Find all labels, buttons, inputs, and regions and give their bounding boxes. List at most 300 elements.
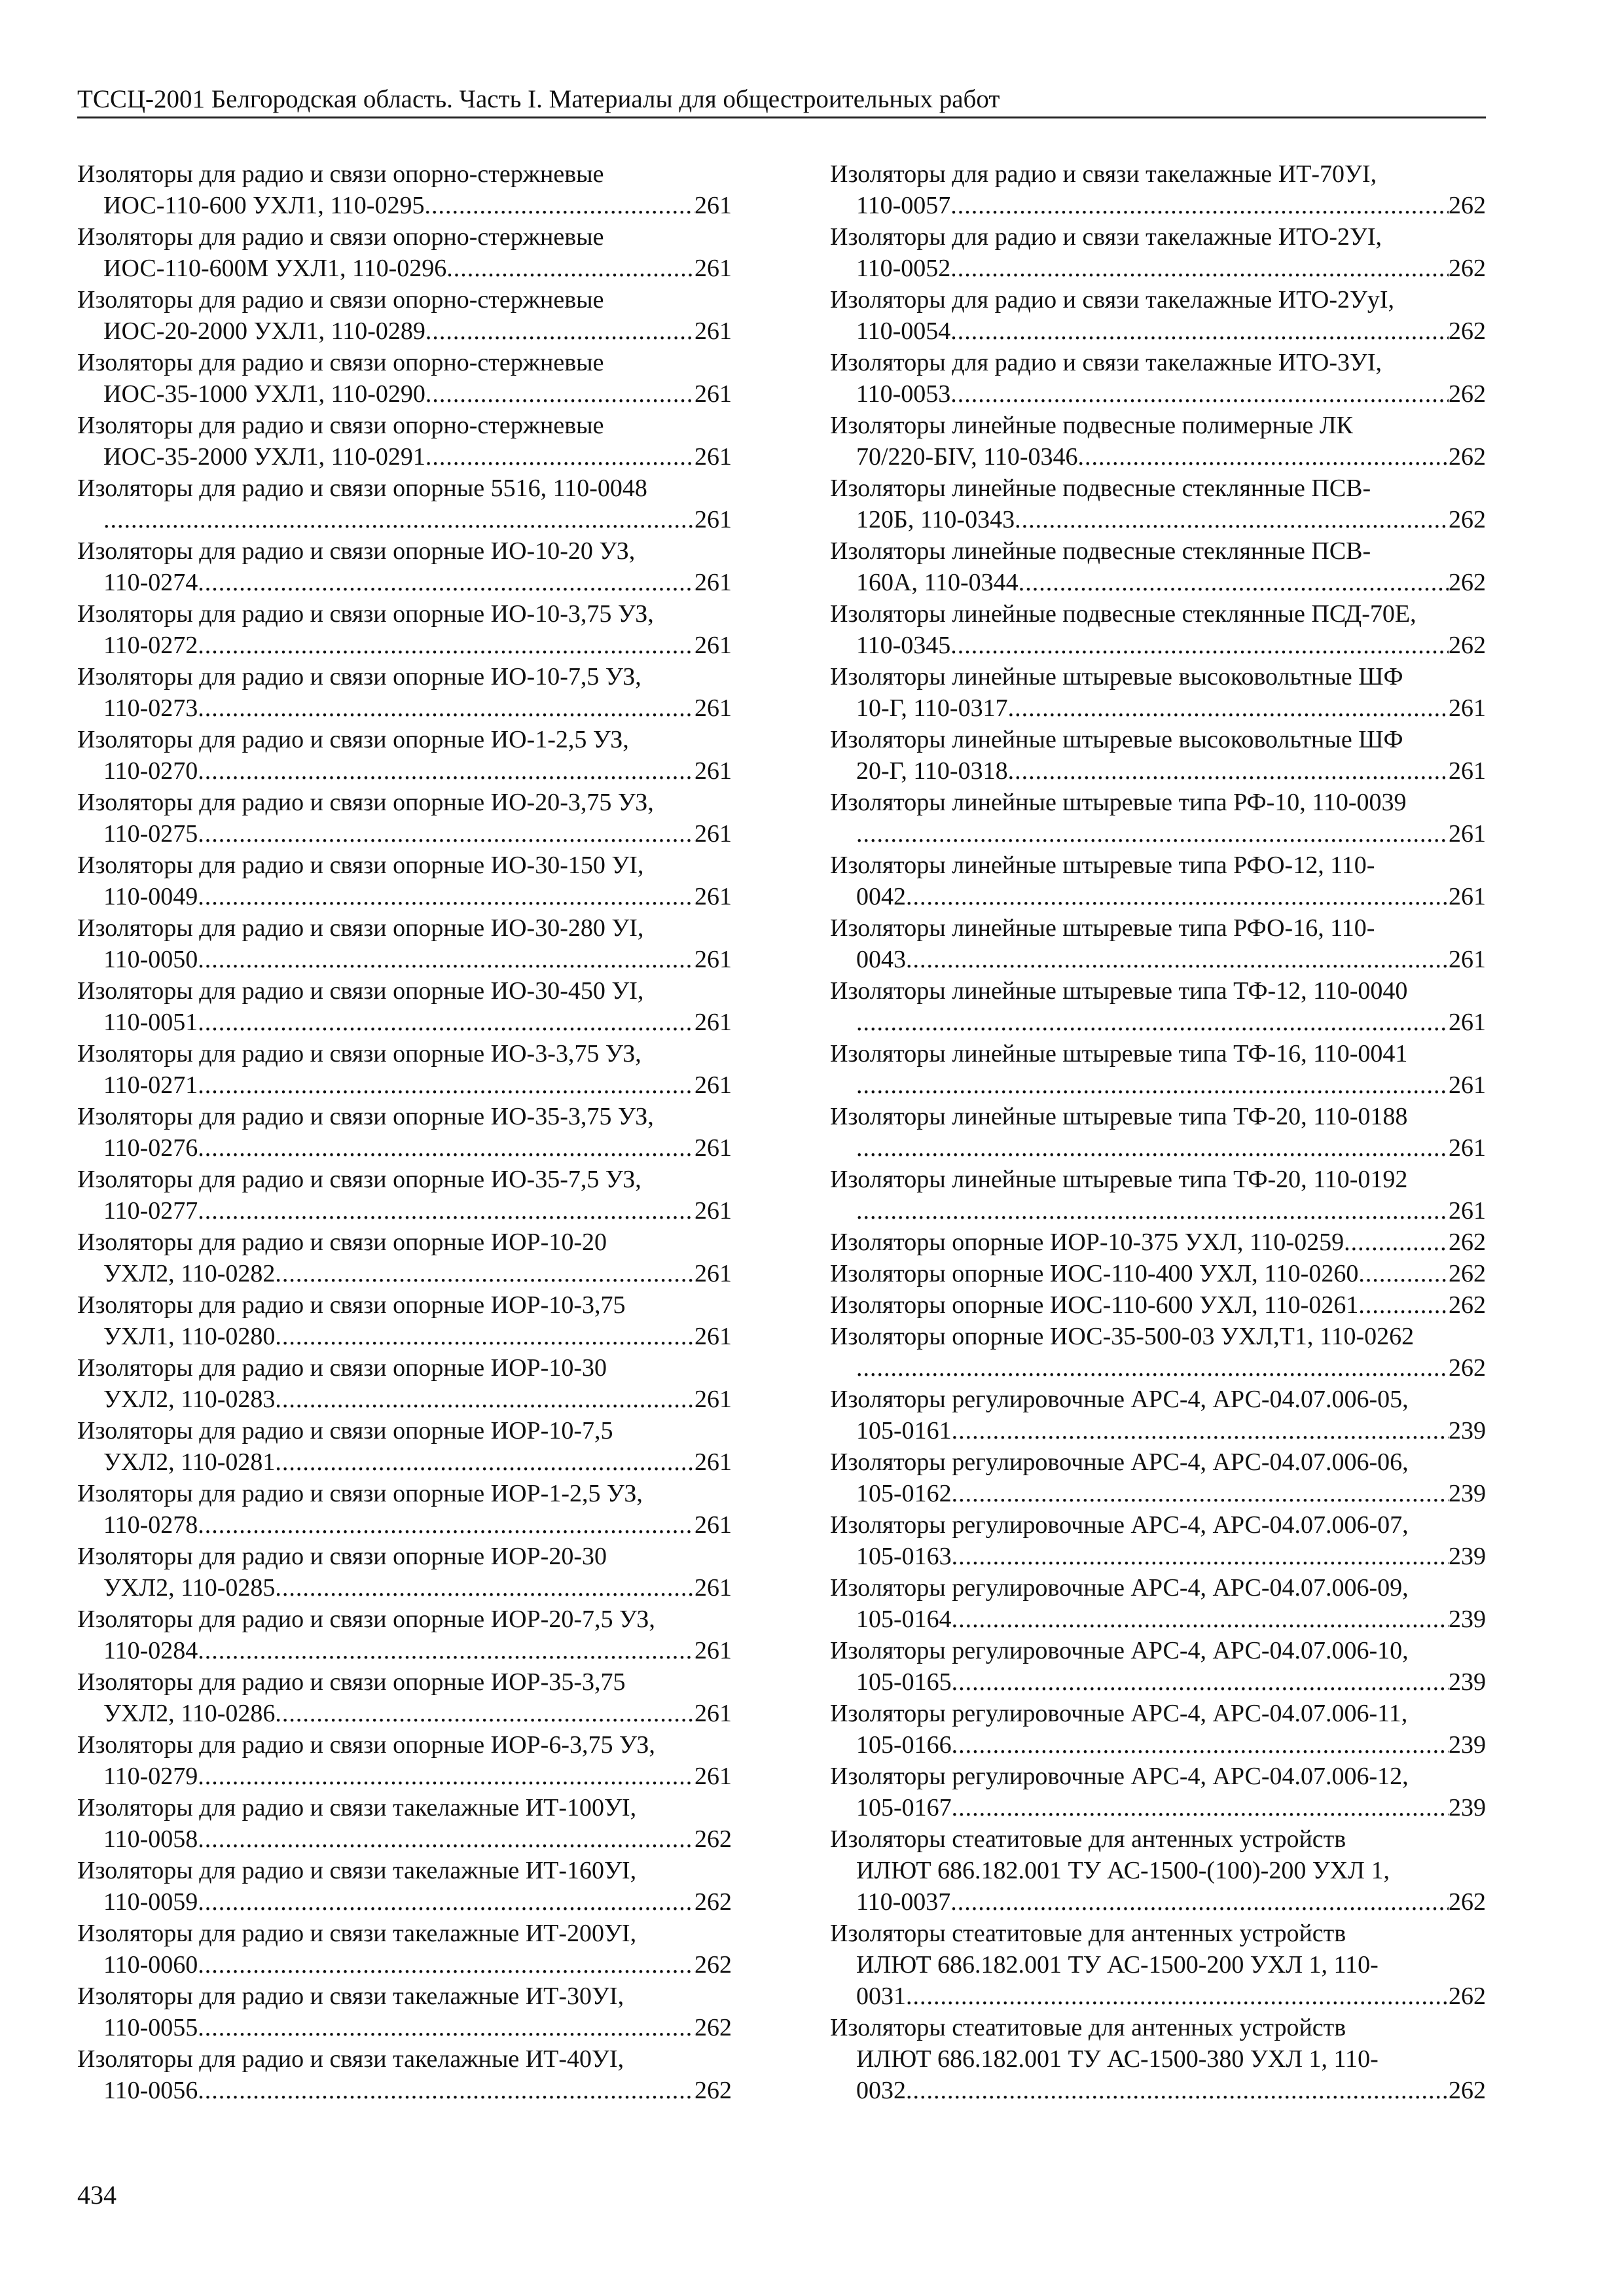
entry-title-cont: ИЛЮТ 686.182.001 ТУ АС-1500-(100)-200 УХЛ 1, [856,1857,1390,1884]
entry-code: УХЛ2, 110-0283 [103,1386,276,1413]
entry-line [77,1321,732,1352]
index-entry [830,850,1486,912]
entry-page: 261 [1449,694,1486,722]
index-entry [77,347,732,410]
index-entry [830,1038,1486,1101]
entry-line [77,567,732,598]
entry-page: 261 [695,1260,732,1287]
entry-code: 105-0164 [856,1605,952,1633]
entry-line [77,315,732,347]
entry-page: 261 [695,1009,732,1036]
leader-dots [952,1604,1449,1635]
entry-line [77,1509,732,1541]
entry-code: 110-0345 [856,632,951,659]
entry-line [77,1886,732,1918]
entry-code: 110-0058 [103,1825,198,1853]
entry-page: 262 [1449,1354,1486,1382]
entry-page: 262 [1449,192,1486,219]
index-entry [830,1384,1486,1446]
leader-dots [906,944,1449,975]
entry-title: Изоляторы стеатитовые для антенных устройств [830,2014,1346,2041]
leader-dots [198,1007,695,1038]
entry-page: 261 [695,1700,732,1727]
entry-title: Изоляторы регулировочные АРС-4, АРС-04.07.006-07, [830,1511,1409,1539]
leader-dots [950,1886,1449,1918]
entry-page: 261 [1449,883,1486,910]
entry-code: УХЛ2, 110-0281 [103,1448,276,1476]
index-entry [77,158,732,221]
entry-title: Изоляторы регулировочные АРС-4, АРС-04.07.006-12, [830,1763,1409,1790]
leader-dots [856,1195,1449,1227]
entry-page: 261 [1449,1134,1486,1162]
entry-title: Изоляторы линейные штыревые типа РФ-10, 110-0039 [830,789,1407,816]
leader-dots [198,1761,695,1792]
entry-title: Изоляторы для радио и связи опорные ИОР-6-3,75 УЗ, [77,1731,655,1759]
entry-line [77,1132,732,1164]
entry-title: Изоляторы опорные ИОС-110-400 УХЛ, 110-0260 [830,1260,1359,1287]
entry-code: 110-0050 [103,946,198,973]
entry-title: Изоляторы для радио и связи опорные ИО-10-3,75 УЗ, [77,600,654,628]
entry-title: Изоляторы для радио и связи опорные ИО-10-20 УЗ, [77,537,636,565]
entry-line [830,1886,1486,1918]
index-entry [830,787,1486,850]
entry-code: 0032 [856,2077,906,2104]
index-entry [77,850,732,912]
running-header: ТССЦ-2001 Белгородская область. Часть I. Материалы для общестроительных работ [77,85,1000,113]
entry-title: Изоляторы для радио и связи такелажные ИТО-2УуI, [830,286,1395,314]
leader-dots [198,630,695,661]
entry-page: 262 [1449,2077,1486,2104]
entry-line [830,1729,1486,1761]
entry-page: 239 [1449,1605,1486,1633]
entry-title: Изоляторы для радио и связи опорные ИОР-20-30 [77,1543,607,1570]
entry-title: Изоляторы линейные штыревые типа ТФ-20, 110-0192 [830,1166,1408,1193]
entry-code: 70/220-БIV, 110-0346 [856,443,1078,471]
entry-page: 262 [1449,317,1486,345]
entry-line [830,190,1486,221]
entry-code: 105-0163 [856,1543,952,1570]
entry-code: ИОС-110-600М УХЛ1, 110-0296 [103,255,447,282]
entry-title-cont: ИЛЮТ 686.182.001 ТУ АС-1500-380 УХЛ 1, 110- [856,2045,1379,2073]
leader-dots [950,630,1449,661]
entry-line [830,1666,1486,1698]
entry-page: 261 [695,1574,732,1602]
entry-title: Изоляторы стеатитовые для антенных устройств [830,1825,1346,1853]
entry-code: 110-0049 [103,883,198,910]
index-entry [77,473,732,535]
entry-code: ИОС-35-2000 УХЛ1, 110-0291 [103,443,425,471]
entry-page: 239 [1449,1417,1486,1444]
entry-title: Изоляторы линейные штыревые типа ТФ-12, 110-0040 [830,977,1408,1005]
entry-code: 110-0272 [103,632,198,659]
entry-page: 239 [1449,1668,1486,1696]
index-entry [77,1855,732,1918]
entry-page: 261 [695,1386,732,1413]
entry-title: Изоляторы линейные штыревые высоковольтные ШФ [830,663,1403,691]
leader-dots [1015,504,1449,535]
entry-code: 105-0165 [856,1668,952,1696]
index-entry [77,1792,732,1855]
index-entry [830,598,1486,661]
entry-title: Изоляторы для радио и связи такелажные ИТ-200УI, [77,1920,637,1947]
entry-code: 160А, 110-0344 [856,569,1019,596]
entry-page: 261 [695,694,732,722]
entry-page: 262 [1449,1982,1486,2010]
entry-code: 20-Г, 110-0318 [856,757,1008,785]
entry-title: Изоляторы для радио и связи опорные ИО-30-280 УI, [77,914,644,942]
entry-line [77,2075,732,2106]
entry-line [830,315,1486,347]
leader-dots [950,378,1449,410]
entry-code: ИОС-110-600 УХЛ1, 110-0295 [103,192,425,219]
leader-dots [906,1981,1449,2012]
entry-page: 262 [1449,255,1486,282]
entry-line [830,1007,1486,1038]
leader-dots [198,567,695,598]
entry-page: 261 [695,380,732,408]
leader-dots [198,1195,695,1227]
index-entry [77,661,732,724]
leader-dots [950,190,1449,221]
index-entry [830,1321,1486,1384]
index-entry [77,787,732,850]
index-entry [77,2043,732,2106]
entry-code: 110-0056 [103,2077,198,2104]
index-entry [830,473,1486,535]
entry-line [830,1352,1486,1384]
index-entry [830,1509,1486,1572]
entry-title: Изоляторы для радио и связи опорные ИО-30-450 УI, [77,977,644,1005]
entry-title: Изоляторы для радио и связи опорные ИОР-10-7,5 [77,1417,613,1444]
index-entry [830,975,1486,1038]
entry-page: 262 [695,2077,732,2104]
entry-code: ИОС-35-1000 УХЛ1, 110-0290 [103,380,425,408]
entry-page: 261 [1449,1197,1486,1225]
entry-line [830,1069,1486,1101]
entry-page: 262 [695,1951,732,1979]
entry-page: 261 [695,255,732,282]
leader-dots [950,315,1449,347]
entry-code: 0042 [856,883,906,910]
entry-code: 105-0162 [856,1480,952,1507]
header-rule [77,117,1486,118]
entry-title: Изоляторы для радио и связи опорные ИОР-10-3,75 [77,1291,626,1319]
entry-title: Изоляторы для радио и связи опорные ИО-20-3,75 УЗ, [77,789,654,816]
entry-title: Изоляторы для радио и связи опорно-стержневые [77,223,604,251]
entry-line [77,881,732,912]
leader-dots [198,1823,695,1855]
index-entry [77,221,732,284]
leader-dots [1344,1227,1449,1258]
entry-title: Изоляторы линейные штыревые типа ТФ-20, 110-0188 [830,1103,1408,1130]
index-entry [830,410,1486,473]
entry-title: Изоляторы для радио и связи опорные ИО-35-7,5 УЗ, [77,1166,641,1193]
entry-title: Изоляторы для радио и связи такелажные ИТ-160УI, [77,1857,637,1884]
leader-dots [856,1007,1449,1038]
entry-line [77,630,732,661]
entry-title: Изоляторы опорные ИОС-35-500-03 УХЛ,Т1, 110-0262 [830,1323,1415,1350]
entry-line [830,253,1486,284]
index-entry [77,1918,732,1981]
entry-line [830,1541,1486,1572]
entry-page: 261 [695,506,732,533]
index-entry [830,724,1486,787]
entry-title: Изоляторы для радио и связи опорно-стержневые [77,349,604,376]
entry-title: Изоляторы линейные подвесные стеклянные ПСД-70Е, [830,600,1416,628]
index-entry [830,284,1486,347]
entry-page: 261 [695,1197,732,1225]
index-entry [77,1227,732,1289]
leader-dots [446,253,695,284]
entry-title: Изоляторы регулировочные АРС-4, АРС-04.07.006-09, [830,1574,1409,1602]
leader-dots [198,1949,695,1981]
entry-page: 239 [1449,1480,1486,1507]
index-entry [77,975,732,1038]
index-entry [830,158,1486,221]
entry-line [830,944,1486,975]
entry-title: Изоляторы для радио и связи такелажные ИТ-70УI, [830,160,1377,188]
index-column-right [830,158,1486,2106]
entry-title: Изоляторы для радио и связи такелажные ИТ-100УI, [77,1794,637,1821]
leader-dots [198,2075,695,2106]
entry-code: 110-0275 [103,820,198,848]
entry-line [830,1258,1486,1289]
entry-code: 110-0284 [103,1637,198,1664]
entry-title: Изоляторы для радио и связи опорные ИО-10-7,5 УЗ, [77,663,641,691]
entry-line [830,1981,1486,2012]
index-entry [77,1415,732,1478]
entry-page: 261 [695,632,732,659]
index-entry [77,1541,732,1604]
entry-line [77,1007,732,1038]
entry-line [830,378,1486,410]
index-entry [830,1101,1486,1164]
entry-page: 262 [1449,1229,1486,1256]
entry-title: Изоляторы для радио и связи опорно-стержневые [77,412,604,439]
entry-code: 110-0053 [856,380,951,408]
entry-code: 105-0166 [856,1731,952,1759]
entry-title: Изоляторы регулировочные АРС-4, АРС-04.07.006-10, [830,1637,1409,1664]
index-entry [77,1478,732,1541]
entry-code: 110-0051 [103,1009,198,1036]
entry-title: Изоляторы для радио и связи опорно-стержневые [77,286,604,314]
entry-code: 110-0274 [103,569,198,596]
index-entry [77,1038,732,1101]
leader-dots [198,1635,695,1666]
entry-page: 262 [1449,1888,1486,1916]
entry-line [77,1195,732,1227]
index-entry [77,1604,732,1666]
leader-dots [952,1729,1449,1761]
index-entry [830,2012,1486,2106]
entry-page: 262 [1449,1291,1486,1319]
entry-page: 262 [695,2014,732,2041]
entry-title: Изоляторы для радио и связи опорно-стержневые [77,160,604,188]
index-entry [830,1823,1486,1918]
entry-page: 261 [695,1511,732,1539]
leader-dots [424,190,695,221]
entry-code: 105-0161 [856,1417,952,1444]
entry-page: 261 [695,820,732,848]
leader-dots [198,944,695,975]
leader-dots [952,1666,1449,1698]
entry-code: 110-0054 [856,317,951,345]
entry-page: 261 [1449,1009,1486,1036]
index-entry [77,410,732,473]
leader-dots [906,2075,1449,2106]
entry-page: 262 [695,1888,732,1916]
leader-dots [952,1541,1449,1572]
index-entry [830,1572,1486,1635]
index-entry [830,1164,1486,1227]
entry-line [77,692,732,724]
entry-line [77,1069,732,1101]
index-entry [830,1258,1486,1289]
entry-line [77,504,732,535]
entry-code: УХЛ2, 110-0282 [103,1260,276,1287]
leader-dots [952,1792,1449,1823]
index-entry [830,221,1486,284]
leader-dots [856,1352,1449,1384]
entry-code: 110-0277 [103,1197,198,1225]
entry-code: 110-0059 [103,1888,198,1916]
entry-code: 110-0273 [103,694,198,722]
entry-code: УХЛ2, 110-0286 [103,1700,276,1727]
entry-page: 239 [1449,1731,1486,1759]
entry-line [830,1415,1486,1446]
leader-dots [198,1132,695,1164]
entry-code: 110-0052 [856,255,951,282]
entry-line [77,944,732,975]
entry-code: 110-0037 [856,1888,951,1916]
entry-title: Изоляторы линейные штыревые высоковольтные ШФ [830,726,1403,753]
index-entry [77,1981,732,2043]
entry-line [830,1792,1486,1823]
entry-title: Изоляторы для радио и связи такелажные ИТ-40УI, [77,2045,624,2073]
entry-page: 262 [1449,632,1486,659]
leader-dots [1358,1289,1449,1321]
leader-dots [856,1069,1449,1101]
entry-title: Изоляторы регулировочные АРС-4, АРС-04.07.006-06, [830,1448,1409,1476]
entry-line [830,504,1486,535]
entry-title: Изоляторы регулировочные АРС-4, АРС-04.07.006-11, [830,1700,1408,1727]
entry-line [830,2075,1486,2106]
entry-page: 262 [1449,506,1486,533]
leader-dots [275,1384,695,1415]
index-entry [77,724,732,787]
leader-dots [425,315,695,347]
leader-dots [856,1132,1449,1164]
entry-page: 239 [1449,1794,1486,1821]
leader-dots [952,1478,1449,1509]
entry-line [830,630,1486,661]
entry-code: 0043 [856,946,906,973]
entry-line [830,755,1486,787]
entry-page: 262 [695,1825,732,1853]
entry-code: 110-0276 [103,1134,198,1162]
entry-line [77,1949,732,1981]
entry-code: 110-0057 [856,192,951,219]
index-entry [77,1666,732,1729]
entry-line [77,378,732,410]
entry-line [77,253,732,284]
entry-line [77,755,732,787]
index-entry [77,1164,732,1227]
leader-dots [952,1415,1449,1446]
entry-line [830,1604,1486,1635]
entry-page: 261 [695,1637,732,1664]
entry-title: Изоляторы стеатитовые для антенных устройств [830,1920,1346,1947]
entry-page: 261 [695,569,732,596]
entry-title: Изоляторы регулировочные АРС-4, АРС-04.07.006-05, [830,1386,1409,1413]
leader-dots [275,1258,695,1289]
entry-title-cont: ИЛЮТ 686.182.001 ТУ АС-1500-200 УХЛ 1, 110- [856,1951,1379,1979]
index-entry [77,1352,732,1415]
leader-dots [198,818,695,850]
entry-code: 120Б, 110-0343 [856,506,1015,533]
index-entry [77,535,732,598]
entry-code: 110-0060 [103,1951,198,1979]
entry-page: 261 [695,1071,732,1099]
entry-title: Изоляторы линейные подвесные стеклянные ПСВ- [830,475,1371,502]
leader-dots [1008,755,1449,787]
entry-page: 261 [695,883,732,910]
index-entry [830,661,1486,724]
entry-title: Изоляторы для радио и связи такелажные ИТО-2УI, [830,223,1382,251]
index-entry [830,1918,1486,2012]
entry-title: Изоляторы линейные подвесные стеклянные ПСВ- [830,537,1371,565]
entry-title: Изоляторы для радио и связи опорные ИОР-10-20 [77,1229,607,1256]
index-entry [830,912,1486,975]
entry-line [77,1823,732,1855]
leader-dots [275,1321,695,1352]
entry-page: 261 [695,1134,732,1162]
entry-page: 261 [695,757,732,785]
entry-line [77,1384,732,1415]
entry-page: 262 [1449,569,1486,596]
entry-page: 261 [1449,946,1486,973]
entry-page: 262 [1449,443,1486,471]
entry-page: 261 [1449,1071,1486,1099]
leader-dots [1358,1258,1449,1289]
entry-line [77,1761,732,1792]
entry-line [77,1698,732,1729]
entry-code: 110-0055 [103,2014,198,2041]
entry-line [830,1289,1486,1321]
entry-line [77,441,732,473]
leader-dots [198,692,695,724]
leader-dots [1019,567,1449,598]
entry-line [77,1258,732,1289]
index-entry [830,1289,1486,1321]
entry-line [77,1572,732,1604]
entry-line [830,1195,1486,1227]
entry-code: ИОС-20-2000 УХЛ1, 110-0289 [103,317,425,345]
index-entry [830,535,1486,598]
entry-title: Изоляторы линейные подвесные полимерные ЛК [830,412,1353,439]
leader-dots [425,441,695,473]
leader-dots [198,1509,695,1541]
leader-dots [425,378,695,410]
index-entry [830,1227,1486,1258]
index-entry [77,1289,732,1352]
index-column-left [77,158,732,2106]
entry-code: 105-0167 [856,1794,952,1821]
entry-title: Изоляторы для радио и связи опорные 5516, 110-0048 [77,475,647,502]
entry-title: Изоляторы опорные ИОР-10-375 УХЛ, 110-0259 [830,1229,1344,1256]
index-entry [830,1761,1486,1823]
entry-title: Изоляторы для радио и связи опорные ИОР-20-7,5 УЗ, [77,1605,655,1633]
